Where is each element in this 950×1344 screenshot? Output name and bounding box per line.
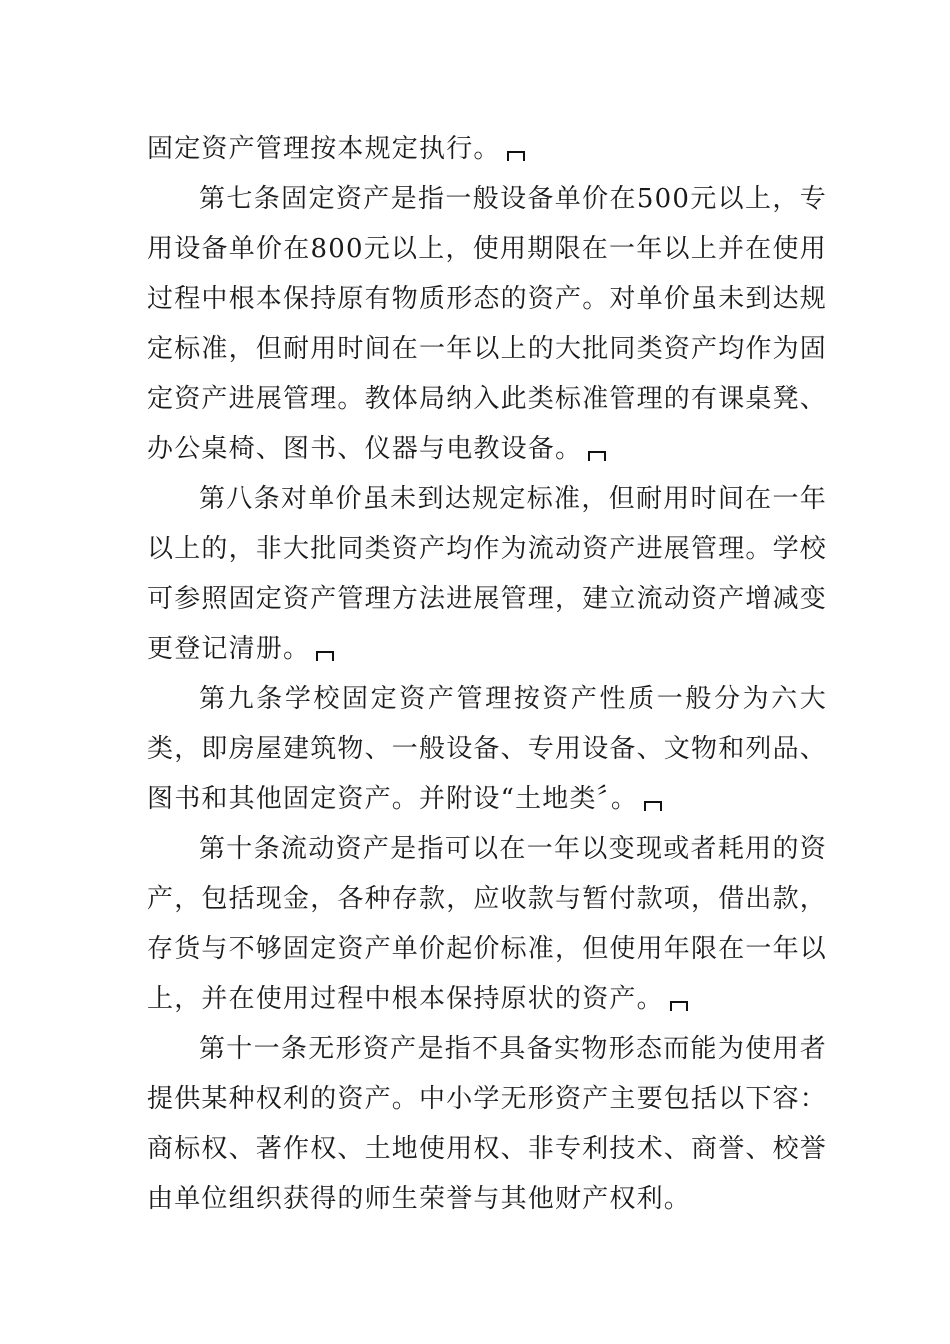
paragraph-article-7-text: 第七条固定资产是指一般设备单价在500元以上，专用设备单价在800元以上，使用期限在一年以上并在使用过程中根本保持原有物质形态的资产。对单价虽未到达规定标准，但耐用时间在一年以上的大批同类资产均作为固定资产进展管理。教体局纳入此类标准管理的有课桌凳、办公桌椅、图书、仪器与电教设备。 [147,184,828,464]
paragraph-end-mark-icon [644,801,662,811]
paragraph-article-8 [147,474,827,674]
paragraph-article-10-text: 第十条流动资产是指可以在一年以变现或者耗用的资产，包括现金，各种存款，应收款与暂付款项，借出款，存货与不够固定资产单价起价标准，但使用年限在一年以上，并在使用过程中根本保持原状的资产。 [147,834,828,1014]
paragraph-article-11 [147,1024,827,1224]
paragraph-end-mark-icon [316,651,334,661]
paragraph-end-mark-icon [670,1001,688,1011]
paragraph-article-9-text: 第九条学校固定资产管理按资产性质一般分为六大类，即房屋建筑物、一般设备、专用设备、文物和列品、图书和其他固定资产。并附设“土地类〞。 [147,684,828,814]
document-body [147,124,827,1224]
paragraph-1-text: 固定资产管理按本规定执行。 [147,134,501,164]
paragraph-article-8-text: 第八条对单价虽未到达规定标准，但耐用时间在一年以上的，非大批同类资产均作为流动资产进展管理。学校可参照固定资产管理方法进展管理，建立流动资产增减变更登记清册。 [147,484,828,664]
paragraph-1 [147,124,827,174]
paragraph-article-7 [147,174,827,474]
paragraph-end-mark-icon [588,451,606,461]
paragraph-end-mark-icon [507,151,525,161]
paragraph-article-10 [147,824,827,1024]
paragraph-article-9 [147,674,827,824]
paragraph-article-11-text: 第十一条无形资产是指不具备实物形态而能为使用者提供某种权利的资产。中小学无形资产主要包括以下容：商标权、著作权、土地使用权、非专利技术、商誉、校誉由单位组织获得的师生荣誉与其他财产权利。 [147,1034,828,1214]
